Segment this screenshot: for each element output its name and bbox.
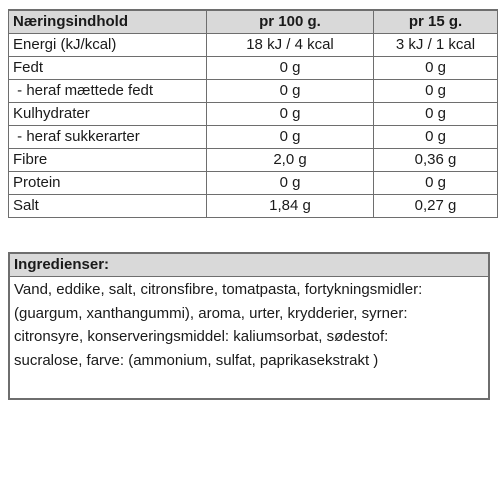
header-per-100g: pr 100 g. <box>207 10 374 34</box>
table-row <box>9 195 498 218</box>
nutrient-name: Protein <box>9 172 207 195</box>
value-per-15g: 0,27 g <box>374 195 498 218</box>
nutrition-header-row <box>9 10 498 34</box>
nutrient-name: Fibre <box>9 149 207 172</box>
nutrient-name: Fedt <box>9 57 207 80</box>
value-per-15g: 0 g <box>374 80 498 103</box>
nutrient-name: - heraf sukkerarter <box>9 126 207 149</box>
table-row <box>9 126 498 149</box>
table-row <box>9 149 498 172</box>
table-row <box>9 34 498 57</box>
value-per-15g: 0 g <box>374 172 498 195</box>
header-nutrient: Næringsindhold <box>9 10 207 34</box>
value-per-15g: 0 g <box>374 126 498 149</box>
value-per-100g: 2,0 g <box>207 149 374 172</box>
value-per-100g: 0 g <box>207 103 374 126</box>
value-per-100g: 18 kJ / 4 kcal <box>207 34 374 57</box>
header-per-15g: pr 15 g. <box>374 10 498 34</box>
nutrient-name: Salt <box>9 195 207 218</box>
ingredients-text: Vand, eddike, salt, citronsfibre, tomatpasta, fortykningsmidler: (guargum, xanthangummi), aroma, urter, krydderier, syrner: citronsyre, konserveringsmiddel: kaliumsorbat, sødestof: sucralose, farve: (ammonium, sulfat, paprikasekstrakt ) <box>14 281 423 369</box>
value-per-100g: 0 g <box>207 172 374 195</box>
value-per-15g: 0 g <box>374 103 498 126</box>
ingredients-title: Ingredienser: <box>10 254 488 277</box>
value-per-100g: 0 g <box>207 80 374 103</box>
ingredients-box <box>8 252 490 400</box>
value-per-15g: 0,36 g <box>374 149 498 172</box>
value-per-100g: 0 g <box>207 126 374 149</box>
nutrient-name: Kulhydrater <box>9 103 207 126</box>
value-per-15g: 3 kJ / 1 kcal <box>374 34 498 57</box>
nutrient-name: Energi (kJ/kcal) <box>9 34 207 57</box>
value-per-100g: 0 g <box>207 57 374 80</box>
value-per-100g: 1,84 g <box>207 195 374 218</box>
table-row <box>9 57 498 80</box>
nutrient-name: - heraf mættede fedt <box>9 80 207 103</box>
table-row <box>9 80 498 103</box>
table-row <box>9 172 498 195</box>
table-row <box>9 103 498 126</box>
value-per-15g: 0 g <box>374 57 498 80</box>
nutrition-table <box>8 9 498 218</box>
